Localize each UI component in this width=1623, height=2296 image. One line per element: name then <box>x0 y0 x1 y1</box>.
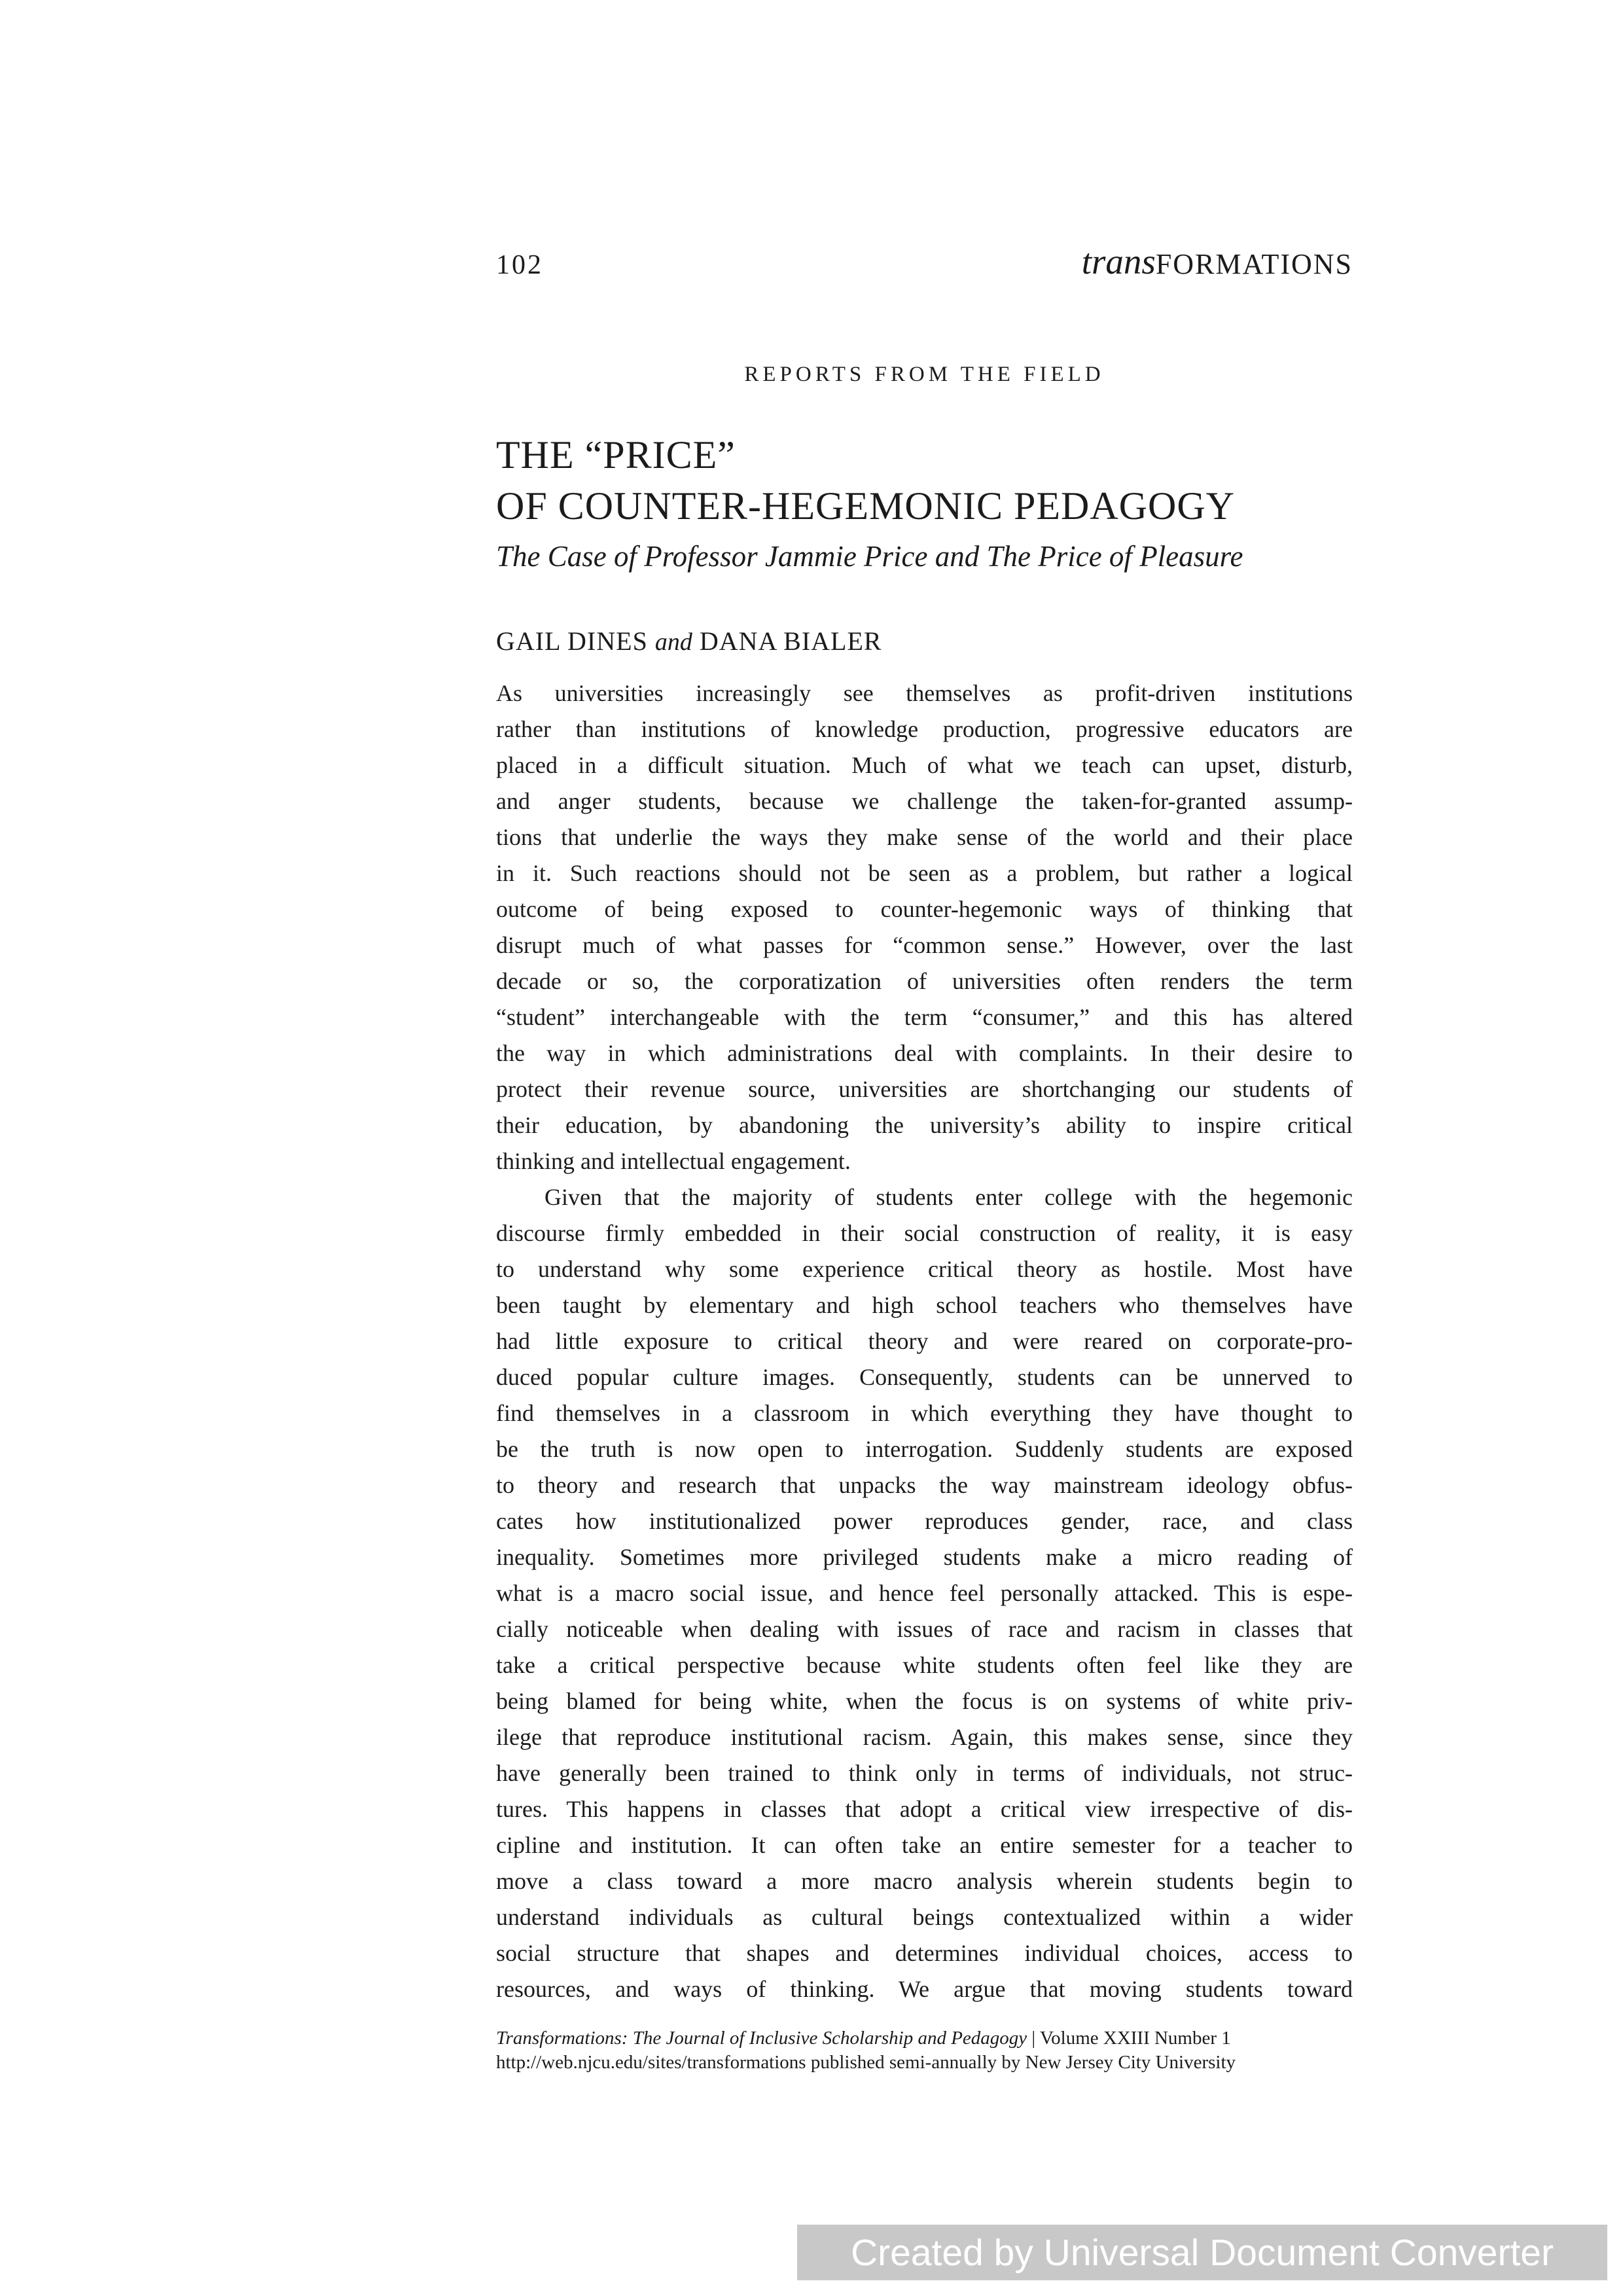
body-line: have generally been trained to think only in terms of individuals, not struc- <box>496 1760 1353 1786</box>
footer-journal-line <box>496 2026 1360 2051</box>
body-line: “student” interchangeable with the term “consumer,” and this has altered <box>496 1004 1353 1030</box>
watermark-banner <box>797 2225 1607 2280</box>
body-line: find themselves in a classroom in which everything they have thought to <box>496 1400 1353 1426</box>
body-line: to theory and research that unpacks the way mainstream ideology obfus- <box>496 1472 1353 1498</box>
body-line: As universities increasingly see themselves as profit-driven institutions <box>496 680 1353 706</box>
body-line: resources, and ways of thinking. We argue that moving students toward <box>496 1976 1353 2002</box>
body-line: to understand why some experience critical theory as hostile. Most have <box>496 1256 1353 1282</box>
article-title <box>496 429 1373 531</box>
body-line: inequality. Sometimes more privileged students make a micro reading of <box>496 1544 1353 1570</box>
body-line: duced popular culture images. Consequently, students can be unnerved to <box>496 1364 1353 1390</box>
body-line: move a class toward a more macro analysis wherein students begin to <box>496 1868 1353 1894</box>
body-line: rather than institutions of knowledge production, progressive educators are <box>496 716 1353 742</box>
body-line: disrupt much of what passes for “common sense.” However, over the last <box>496 932 1353 958</box>
body-line: tures. This happens in classes that adopt a critical view irrespective of dis- <box>496 1796 1353 1822</box>
body-line: placed in a difficult situation. Much of what we teach can upset, disturb, <box>496 752 1353 778</box>
body-line: cially noticeable when dealing with issues of race and racism in classes that <box>496 1616 1353 1642</box>
article-subtitle: The Case of Professor Jammie Price and The Price of Pleasure <box>496 540 1243 573</box>
author-conjunction: and <box>654 628 692 656</box>
body-line: had little exposure to critical theory and were reared on corporate-pro- <box>496 1328 1353 1354</box>
page-header <box>496 241 1353 282</box>
journal-brand-italic: trans <box>1081 242 1156 281</box>
author-name-2: DANA BIALER <box>699 626 882 656</box>
article-body <box>496 675 1353 2007</box>
article-title-line2: OF COUNTER-HEGEMONIC PEDAGOGY <box>496 484 1235 528</box>
footer-volume-info: | Volume XXIII Number 1 <box>1027 2028 1231 2049</box>
body-line: Given that the majority of students enter college with the hegemonic <box>544 1184 1353 1210</box>
article-title-line1: THE “PRICE” <box>496 433 736 476</box>
page-number: 102 <box>496 250 543 280</box>
journal-brand-caps: FORMATIONS <box>1155 248 1353 280</box>
body-line: and anger students, because we challenge the taken-for-granted assump- <box>496 788 1353 814</box>
body-line: be the truth is now open to interrogation. Suddenly students are exposed <box>496 1436 1353 1462</box>
author-line <box>496 626 1353 656</box>
body-line: tions that underlie the ways they make sense of the world and their place <box>496 824 1353 850</box>
body-line: in it. Such reactions should not be seen as a problem, but rather a logical <box>496 860 1353 886</box>
body-line: protect their revenue source, universities are shortchanging our students of <box>496 1076 1353 1102</box>
body-line: discourse firmly embedded in their social construction of reality, it is easy <box>496 1220 1353 1246</box>
body-line: outcome of being exposed to counter-hegemonic ways of thinking that <box>496 896 1353 922</box>
body-line: decade or so, the corporatization of universities often renders the term <box>496 968 1353 994</box>
body-line: their education, by abandoning the university’s ability to inspire critical <box>496 1112 1353 1138</box>
body-line: what is a macro social issue, and hence feel personally attacked. This is espe- <box>496 1580 1353 1606</box>
watermark-text: Created by Universal Document Converter <box>851 2231 1554 2274</box>
body-line: thinking and intellectual engagement. <box>496 1148 851 1174</box>
footer-journal-title: Transformations: The Journal of Inclusive Scholarship and Pedagogy <box>496 2028 1027 2049</box>
body-line: cipline and institution. It can often take an entire semester for a teacher to <box>496 1832 1353 1858</box>
body-line: social structure that shapes and determines individual choices, access to <box>496 1940 1353 1966</box>
footer-publisher-line: http://web.njcu.edu/sites/transformations published semi-annually by New Jersey City University <box>496 2052 1236 2073</box>
body-line: understand individuals as cultural beings contextualized within a wider <box>496 1904 1353 1930</box>
body-line: ilege that reproduce institutional racism. Again, this makes sense, since they <box>496 1724 1353 1750</box>
body-line: cates how institutionalized power reproduces gender, race, and class <box>496 1508 1353 1534</box>
page-footer <box>496 2026 1360 2075</box>
body-line: the way in which administrations deal with complaints. In their desire to <box>496 1040 1353 1066</box>
body-line: been taught by elementary and high school teachers who themselves have <box>496 1292 1353 1318</box>
body-line: being blamed for being white, when the focus is on systems of white priv- <box>496 1688 1353 1714</box>
section-label: REPORTS FROM THE FIELD <box>744 363 1105 386</box>
journal-brand <box>1082 241 1353 282</box>
body-line: take a critical perspective because white students often feel like they are <box>496 1652 1353 1678</box>
author-name-1: GAIL DINES <box>496 626 648 656</box>
